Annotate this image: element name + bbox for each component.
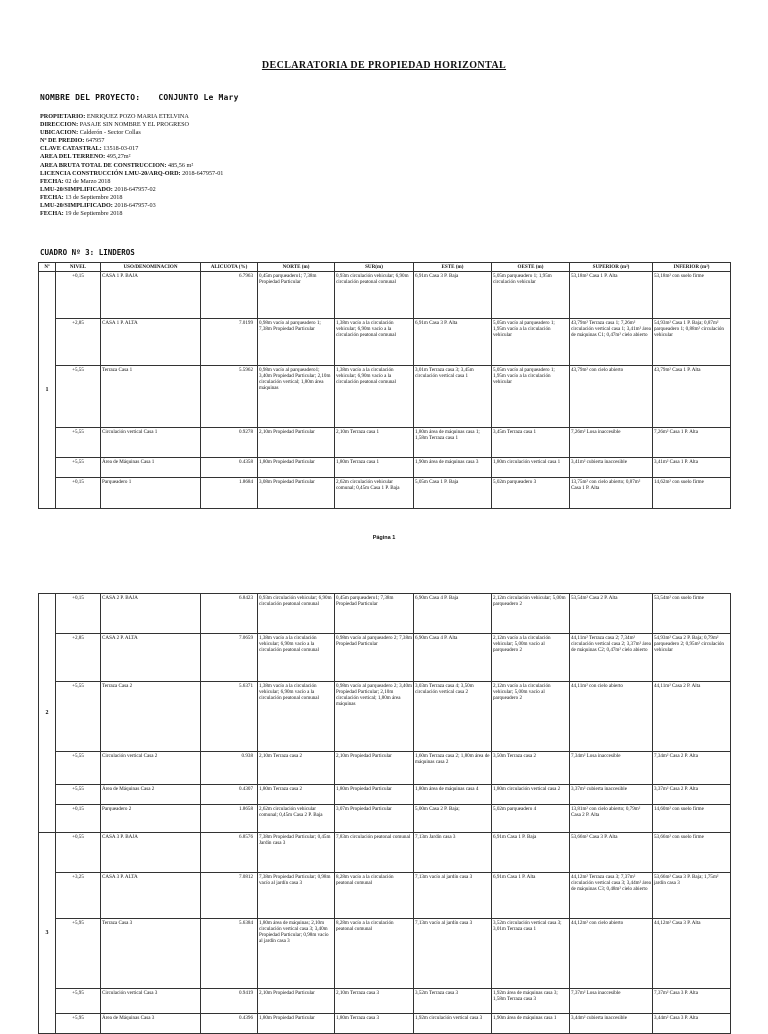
table-cell: 2,10m Propiedad Particular [258,989,335,1014]
table-cell: 0.4307 [201,785,258,805]
table-cell: CASA 3 P. BAJA [101,833,201,873]
table-cell: CASA 1 P. ALTA [101,319,201,366]
table-cell: 3,45m Terraza casa 1 [492,428,570,458]
table-cell: +5,95 [56,989,101,1014]
info-value: 13518-03-017 [103,145,139,153]
table-cell: 1,80m área de máquinas; 2,10m circulación vertical casa 3; 3,40m Propiedad Particular; 0,98m vacío al jardín casa 3 [258,919,335,989]
table-cell: 3,37m² cubierta inaccesible [570,785,653,805]
table-cell: +5,95 [56,1014,101,1034]
table-row [39,919,731,989]
column-header: Nº [39,263,56,272]
info-value: 13 de Septiembre 2018 [65,193,123,201]
table-cell: 0.4396 [201,1014,258,1034]
info-value: 2018-647957-03 [114,202,156,210]
table-cell: Terraza Casa 3 [101,919,201,989]
table-cell: 0,93m circulación vehicular; 6,90m circulación peatonal comunal [335,272,414,319]
info-row [40,121,223,129]
table-cell: 2,10m Terraza casa 1 [335,428,414,458]
cuadro-title: CUADRO Nº 3: LINDEROS [40,248,135,257]
table-cell: 53,66m² con suelo firme [653,833,731,873]
table-cell: 0.4358 [201,458,258,478]
column-header: NIVEL [56,263,101,272]
info-key: FECHA: [40,177,64,185]
table-cell: 1,80m circulación vertical casa 1 [492,458,570,478]
table-cell: Terraza Casa 1 [101,366,201,428]
table-cell: 3,44m² Casa 3 P. Alta [653,1014,731,1034]
group-number: 1 [39,272,56,509]
info-row [40,129,223,137]
table-cell: 44,11m² Terraza casa 2; 7,34m² circulación vertical casa 2; 3,37m² área de máquinas C2; 0,47m² cielo abierto [570,634,653,682]
table-cell: 2,62m circulación vehicular comunal; 0,45m Casa 2 P. Baja [258,805,335,833]
table-cell: 5.6384 [201,919,258,989]
table-cell: 44,12m² con cielo abierto [570,919,653,989]
table-cell: +3,25 [56,873,101,919]
info-key: FECHA: [40,210,64,218]
info-row [40,202,223,210]
table-row [39,319,731,366]
table-cell: +5,55 [56,682,101,752]
info-key: FECHA: [40,193,64,201]
table-cell: Circulación vertical Casa 3 [101,989,201,1014]
table-cell: Área de Máquinas Casa 3 [101,1014,201,1034]
table-cell: 5,02m parqueadero 3 [492,478,570,509]
group-number: 2 [39,594,56,833]
table-cell: 0,45m parqueadero1; 7,38m Propiedad Particular [335,594,414,634]
table-cell: Área de Máquinas Casa 1 [101,458,201,478]
table-cell: 6,91m Casa 1 P. Baja [492,833,570,873]
table-cell: 6.8423 [201,594,258,634]
project-label: NOMBRE DEL PROYECTO: [40,93,141,102]
table-cell: 7.0812 [201,873,258,919]
table-cell: CASA 1 P. BAJA [101,272,201,319]
table-row [39,428,731,458]
table-cell: 7,13m Jardín casa 3 [414,833,492,873]
table-cell: 6,90m Casa 4 P. Baja [414,594,492,634]
info-value: Calderón - Sector Collas [79,129,141,137]
table-cell: Circulación vertical Casa 1 [101,428,201,458]
column-header: OESTE (m) [492,263,570,272]
table-row [39,478,731,509]
info-row [40,178,223,186]
table-cell: 13,75m² con cielo abierto; 0,87m² Casa 1 P. Alta [570,478,653,509]
table-cell: 3,50m Terraza casa 2 [492,752,570,785]
table-cell: +5,55 [56,366,101,428]
table-cell: 8,28m vacío a la circulación peatonal comunal [335,873,414,919]
table-cell: +5,95 [56,919,101,989]
column-header: NORTE (m) [258,263,335,272]
table-cell: 43,79m² Casa 1 P. Alta [653,366,731,428]
table-cell: +2,85 [56,634,101,682]
table-cell: 53,66m² Casa 3 P. Baja; 1,75m² jardín casa 3 [653,873,731,919]
table-cell: 3,52m Terraza casa 3 [414,989,492,1014]
table-cell: 0.9278 [201,428,258,458]
table-cell: 7,26m² Losa inaccesible [570,428,653,458]
table-cell: 8,28m vacío a la circulación peatonal comunal [335,919,414,989]
table-cell: 0,98m vacío al parqueadero 1; 7,38m Propiedad Particular [258,319,335,366]
table-cell: 7,13m vacío al jardín casa 3 [414,873,492,919]
table-row [39,989,731,1014]
table-cell: Circulación vertical Casa 2 [101,752,201,785]
table-cell: 5,02m parqueadero 4 [492,805,570,833]
table-cell: 54,93m² Casa 1 P. Baja; 0,87m² parqueadero 1; 0,88m² circulación vehicular [653,319,731,366]
table-row [39,634,731,682]
table-cell: 6,91m Casa 3 P. Alta [414,319,492,366]
table-cell: 0,98m vacío al parqueadero 2; 3,40m Propiedad Particular; 2,10m circulación vertical; 1,80m área máquinas [335,682,414,752]
table-cell: 5.5962 [201,366,258,428]
table-cell: 1,92m área de máquinas casa 3; 1,58m Terraza casa 3 [492,989,570,1014]
info-key: LMU-20/SIMPLIFICADO: [40,185,113,193]
group-number: 3 [39,833,56,1034]
info-value: PASAJE SIN NOMBRE Y EL PROGRESO [79,121,189,129]
table-cell: 2,10m Terraza casa 2 [258,752,335,785]
table-cell: 1.8684 [201,478,258,509]
table-cell: 7,34m² Casa 2 P. Alta [653,752,731,785]
table-cell: CASA 2 P. BAJA [101,594,201,634]
table-cell: 44,12m² Casa 3 P. Alta [653,919,731,989]
table-row [39,366,731,428]
table-cell: 2,10m Propiedad Particular [335,752,414,785]
table-cell: 44,11m² Casa 2 P. Alta [653,682,731,752]
column-header: USO/DENOMINACION [101,263,201,272]
table-cell: 53,66m² Casa 3 P. Alta [570,833,653,873]
table-cell: 0,98m vacío al parqueadero 2; 7,38m Propiedad Particular [335,634,414,682]
info-key: DIRECCION: [40,121,79,129]
table-cell: 1,60m Terraza casa 2; 1,80m área de máquinas casa 2 [414,752,492,785]
column-header: INFERIOR (m²) [653,263,731,272]
table-cell: CASA 2 P. ALTA [101,634,201,682]
project-name [40,93,239,102]
table-cell: 3,44m² cubierta inaccesible [570,1014,653,1034]
table-cell: 0,93m circulación vehicular; 6,90m circulación peatonal comunal [258,594,335,634]
table-cell: 43,79m² con cielo abierto [570,366,653,428]
table-cell: 5,00m Casa 2 P. Baja; [414,805,492,833]
table-cell: 1,38m vacío a la circulación vehicular; 6,90m vacío a la circulación peatonal comunal [335,366,414,428]
info-value: 647957 [85,137,105,145]
info-row [40,210,223,218]
table-cell: 53,54m² Casa 2 P. Alta [570,594,653,634]
table-cell: 1,80m Terraza casa 1 [335,458,414,478]
table-cell: 1,38m vacío a la circulación vehicular; 6,90m vacío a la circulación peatonal comunal [258,682,335,752]
table-cell: 3,03m Terraza casa 4; 3,50m circulación vertical casa 2 [414,682,492,752]
table-cell: +5,55 [56,428,101,458]
table-cell: 7,38m Propiedad Particular; 0,45m Jardín casa 3 [258,833,335,873]
table-cell: 3,52m circulación vertical casa 3; 3,01m Terraza casa 1 [492,919,570,989]
table-cell: +0,15 [56,478,101,509]
table-cell: 1,80m área de máquinas casa 1; 1,58m Terraza casa 1 [414,428,492,458]
table-cell: 1,80m Propiedad Particular [258,458,335,478]
table-cell: 1,80m circulación vertical casa 2 [492,785,570,805]
table-cell: 1,80m Propiedad Particular [258,1014,335,1034]
table-cell: +5,55 [56,752,101,785]
table-cell: 3,07m Propiedad Particular [335,805,414,833]
table-cell: 5,05m parqueadero 1; 1,95m circulación vehicular [492,272,570,319]
info-row [40,194,223,202]
info-key: LICENCIA CONSTRUCCIÓN LMU-20/ARQ-ORD: [40,169,181,177]
document-title: DECLARATORIA DE PROPIEDAD HORIZONTAL [261,60,507,71]
info-row [40,162,223,170]
info-key: PROPIETARIO: [40,113,86,120]
table-row [39,833,731,873]
table-cell: +5,55 [56,458,101,478]
info-row [40,186,223,194]
table-cell: +0,55 [56,833,101,873]
table-cell: 53,18m² con suelo firme [653,272,731,319]
table-cell: 7,13m vacío al jardín casa 3 [414,919,492,989]
table-cell: 3,41m² Casa 1 P. Alta [653,458,731,478]
table-cell: +0,15 [56,272,101,319]
table-cell: +5,55 [56,785,101,805]
table-cell: 3,41m² cubierta inaccesible [570,458,653,478]
table-cell: 14,60m² con suelo firme [653,805,731,833]
table-cell: 6,91m Casa 3 P. Baja [414,272,492,319]
table-cell: 5,05m Casa 1 P. Baja [414,478,492,509]
linderos-table-page1 [38,262,731,509]
table-cell: Área de Máquinas Casa 2 [101,785,201,805]
info-row [40,153,223,161]
column-header: ALICUOTA (%) [201,263,258,272]
table-cell: 2,10m Propiedad Particular [258,428,335,458]
linderos-table-page2 [38,593,731,1034]
table-cell: 5,05m vacío al parqueadero 1; 1,95m vacío a la circulación vehicular [492,319,570,366]
table-row [39,873,731,919]
table-cell: 7,34m² Losa inaccesible [570,752,653,785]
info-key: UBICACION: [40,129,79,137]
info-value: 495,27m² [106,153,131,161]
project-info [40,113,223,218]
table-row [39,594,731,634]
info-key: Nº DE PREDIO: [40,137,85,145]
table-cell: 44,11m² con cielo abierto [570,682,653,752]
table-cell: 0.9419 [201,989,258,1014]
table-cell: 1,80m Propiedad Particular [335,785,414,805]
table-cell: 7,26m² Casa 1 P. Alta [653,428,731,458]
table-cell: 7.0199 [201,319,258,366]
table-cell: 53,54m² con suelo firme [653,594,731,634]
info-row [40,137,223,145]
table-cell: 43,79m² Terraza casa 1; 7,26m² circulación vertical casa 1; 3,41m² área de máquinas C1; 0,47m² cielo abierto [570,319,653,366]
column-header: ESTE (m) [414,263,492,272]
table-cell: 3,01m Terraza casa 3; 3,45m circulación vertical casa 1 [414,366,492,428]
table-cell: 1,80m Terraza casa 2 [258,785,335,805]
table-cell: 1,90m área de máquinas casa 3 [414,458,492,478]
info-key: LMU-20/SIMPLIFICADO: [40,202,113,210]
table-row [39,458,731,478]
table-cell: 0,45m parqueadero1; 7,38m Propiedad Particular [258,272,335,319]
table-cell: 1.8658 [201,805,258,833]
table-cell: 2,12m circulación vehicular; 5,00m parqueadero 2 [492,594,570,634]
info-row [40,145,223,153]
info-key: AREA DEL TERRENO: [40,153,106,161]
table-row [39,752,731,785]
table-cell: 1,80m Terraza casa 3 [335,1014,414,1034]
table-cell: 1,38m vacío a la circulación vehicular; 6,90m vacío a la circulación peatonal comunal [335,319,414,366]
table-cell: 1,38m vacío a la circulación vehicular; 6,90m vacío a la circulación peatonal comunal [258,634,335,682]
table-cell: 7,83m circulación peatonal comunal [335,833,414,873]
table-cell: 1,90m área de máquinas casa 1 [492,1014,570,1034]
column-header: SUPERIOR (m²) [570,263,653,272]
table-row [39,272,731,319]
table-cell: 5.6371 [201,682,258,752]
table-cell: 2,10m Terraza casa 3 [335,989,414,1014]
info-value: 485,56 m² [167,161,194,169]
page-number: Página 1 [372,535,396,541]
table-cell: 13,81m² con cielo abierto; 0,79m² Casa 2 P. Alta [570,805,653,833]
table-cell: 6,91m Casa 1 P. Alta [492,873,570,919]
table-cell: 7.0659 [201,634,258,682]
table-cell: CASA 3 P. ALTA [101,873,201,919]
table-cell: 2,12m vacío a la circulación vehicular; 5,00m vacío al parqueadero 2 [492,682,570,752]
table-cell: 6,90m Casa 4 P. Alta [414,634,492,682]
column-header: SUR(m) [335,263,414,272]
info-key: CLAVE CATASTRAL: [40,145,102,153]
info-row [40,170,223,178]
table-row [39,785,731,805]
table-cell: 44,12m² Terraza casa 3; 7,37m² circulación vertical casa 3; 3,44m² área de máquinas C3; 0,48m² cielo abierto [570,873,653,919]
table-cell: 2,12m vacío a la circulación vehicular; 5,00m vacío al parqueadero 2 [492,634,570,682]
table-cell: 6.8576 [201,833,258,873]
table-cell: 53,18m² Casa 1 P. Alta [570,272,653,319]
table-cell: 0.938 [201,752,258,785]
info-value: 02 de Marzo 2018 [65,177,111,185]
table-cell: 1,80m área de máquinas casa 4 [414,785,492,805]
table-cell: 1,92m circulación vertical casa 3 [414,1014,492,1034]
table-cell: 3,37m² Casa 2 P. Alta [653,785,731,805]
table-cell: 14,62m² con suelo firme [653,478,731,509]
table-cell: 2,62m circulación vehicular comunal; 0,45m Casa 1 P. Baja [335,478,414,509]
project-value: CONJUNTO Le Mary [158,93,239,102]
table-cell: Terraza Casa 2 [101,682,201,752]
table-cell: Parqueadero 2 [101,805,201,833]
table-cell: Parqueadero 1 [101,478,201,509]
table-cell: 0,98m vacío al parqueadero1; 3,40m Propiedad Particular; 2,10m circulación vertical; 1,80m área máquinas [258,366,335,428]
table-cell: 5,05m vacío al parqueadero 1; 1,95m vacío a la circulación vehicular [492,366,570,428]
table-cell: 7,37m² Losa inaccesible [570,989,653,1014]
table-row [39,682,731,752]
table-cell: +0,15 [56,594,101,634]
info-row [40,113,223,121]
table-row [39,805,731,833]
table-cell: +2,85 [56,319,101,366]
info-value: ENRIQUEZ POZO MARIA ETELVINA [86,113,189,120]
info-value: 2018-647957-02 [114,185,156,193]
table-cell: 7,37m² Casa 3 P. Alta [653,989,731,1014]
table-cell: 7,38m Propiedad Particular; 0,98m vacío al jardín casa 3 [258,873,335,919]
info-value: 2018-647957-01 [182,169,224,177]
table-cell: 3,08m Propiedad Particular [258,478,335,509]
table-cell: +0,15 [56,805,101,833]
info-value: 19 de Septiembre 2018 [65,210,123,218]
table-cell: 6.7963 [201,272,258,319]
info-key: AREA BRUTA TOTAL DE CONSTRUCCION: [40,161,167,169]
table-cell: 54,93m² Casa 2 P. Baja; 0,79m² parqueadero 2; 0,95m² circulación vehicular [653,634,731,682]
